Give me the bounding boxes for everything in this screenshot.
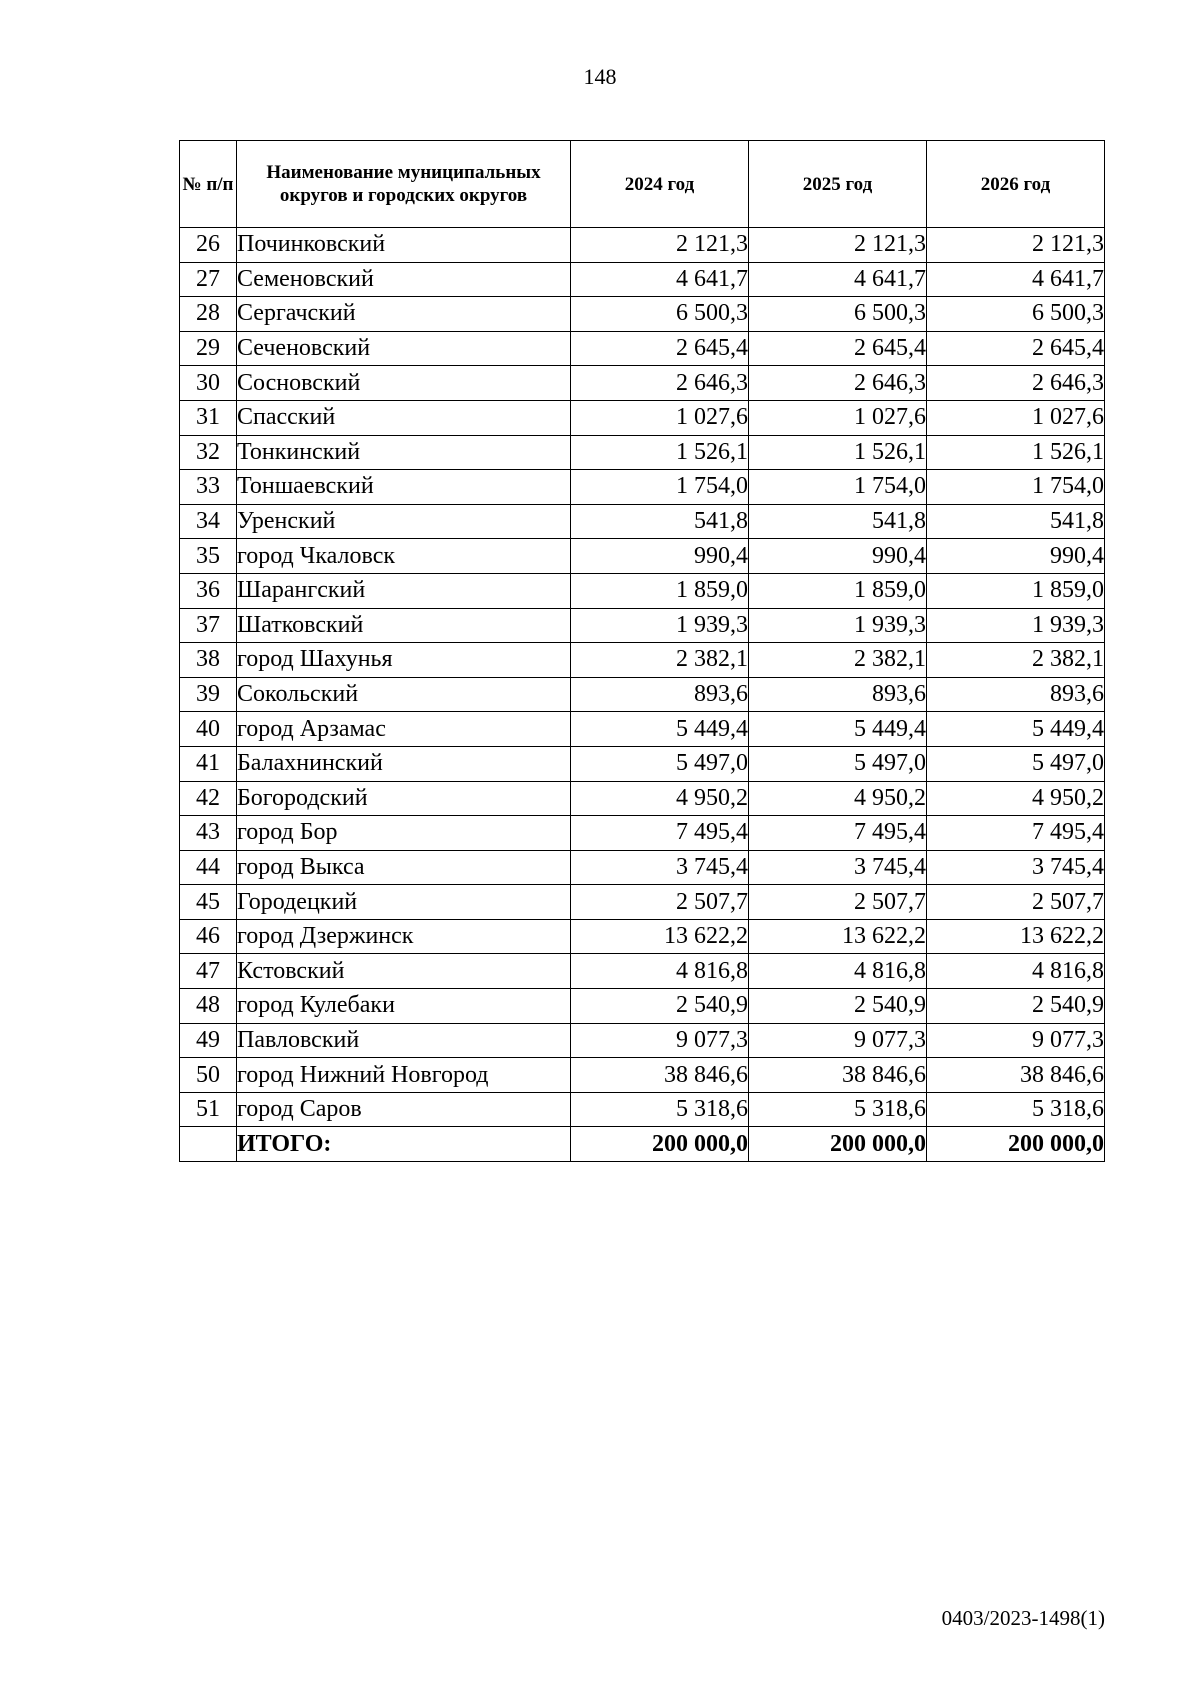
row-num: 40 (180, 712, 237, 747)
row-value-2026: 5 318,6 (927, 1092, 1105, 1127)
row-name: Тоншаевский (237, 470, 571, 505)
row-value-2025: 5 449,4 (749, 712, 927, 747)
row-value-2026: 7 495,4 (927, 816, 1105, 851)
row-value-2025: 1 754,0 (749, 470, 927, 505)
document-code: 0403/2023-1498(1) (941, 1606, 1105, 1630)
table-row (180, 573, 1105, 608)
row-num: 44 (180, 850, 237, 885)
row-value-2024: 1 859,0 (571, 573, 749, 608)
row-name: Спасский (237, 400, 571, 435)
table-row (180, 297, 1105, 332)
row-name: Починковский (237, 228, 571, 263)
row-name: город Чкаловск (237, 539, 571, 574)
total-2025: 200 000,0 (749, 1127, 927, 1162)
row-value-2026: 2 645,4 (927, 331, 1105, 366)
table-row (180, 712, 1105, 747)
row-value-2025: 1 027,6 (749, 400, 927, 435)
row-value-2024: 4 816,8 (571, 954, 749, 989)
row-value-2025: 4 950,2 (749, 781, 927, 816)
row-name: Уренский (237, 504, 571, 539)
total-num-cell (180, 1127, 237, 1162)
row-num: 33 (180, 470, 237, 505)
row-value-2025: 990,4 (749, 539, 927, 574)
row-name: Семеновский (237, 262, 571, 297)
row-value-2024: 7 495,4 (571, 816, 749, 851)
table-row (180, 504, 1105, 539)
table-row (180, 919, 1105, 954)
row-name: город Арзамас (237, 712, 571, 747)
row-value-2024: 541,8 (571, 504, 749, 539)
row-value-2025: 5 497,0 (749, 746, 927, 781)
row-name: Сеченовский (237, 331, 571, 366)
table-body (180, 228, 1105, 1127)
row-num: 48 (180, 989, 237, 1024)
table-row (180, 850, 1105, 885)
total-label: ИТОГО: (237, 1127, 571, 1162)
row-value-2026: 1 027,6 (927, 400, 1105, 435)
row-value-2024: 5 318,6 (571, 1092, 749, 1127)
row-value-2025: 2 121,3 (749, 228, 927, 263)
row-value-2024: 9 077,3 (571, 1023, 749, 1058)
row-value-2024: 2 540,9 (571, 989, 749, 1024)
row-num: 50 (180, 1058, 237, 1093)
row-name: город Нижний Новгород (237, 1058, 571, 1093)
row-value-2025: 2 382,1 (749, 643, 927, 678)
row-value-2025: 6 500,3 (749, 297, 927, 332)
row-name: Балахнинский (237, 746, 571, 781)
row-value-2025: 4 641,7 (749, 262, 927, 297)
row-value-2025: 4 816,8 (749, 954, 927, 989)
row-name: Шарангский (237, 573, 571, 608)
row-num: 30 (180, 366, 237, 401)
row-name: Кстовский (237, 954, 571, 989)
row-num: 31 (180, 400, 237, 435)
row-num: 43 (180, 816, 237, 851)
header-num: № п/п (180, 141, 237, 228)
row-value-2025: 1 526,1 (749, 435, 927, 470)
row-value-2025: 13 622,2 (749, 919, 927, 954)
row-value-2026: 5 449,4 (927, 712, 1105, 747)
row-value-2025: 893,6 (749, 677, 927, 712)
table-row (180, 366, 1105, 401)
row-name: Павловский (237, 1023, 571, 1058)
row-value-2025: 7 495,4 (749, 816, 927, 851)
row-value-2025: 2 507,7 (749, 885, 927, 920)
row-value-2024: 5 449,4 (571, 712, 749, 747)
row-value-2024: 1 027,6 (571, 400, 749, 435)
table-row (180, 470, 1105, 505)
table-row (180, 435, 1105, 470)
table-row (180, 228, 1105, 263)
row-value-2026: 9 077,3 (927, 1023, 1105, 1058)
row-num: 41 (180, 746, 237, 781)
row-value-2026: 541,8 (927, 504, 1105, 539)
row-name: Шатковский (237, 608, 571, 643)
page-number: 148 (583, 64, 617, 89)
row-value-2026: 2 646,3 (927, 366, 1105, 401)
row-value-2026: 6 500,3 (927, 297, 1105, 332)
table-row (180, 1023, 1105, 1058)
table-row (180, 816, 1105, 851)
row-num: 37 (180, 608, 237, 643)
row-name: Городецкий (237, 885, 571, 920)
row-value-2025: 541,8 (749, 504, 927, 539)
table-row (180, 885, 1105, 920)
row-value-2025: 9 077,3 (749, 1023, 927, 1058)
row-value-2024: 2 382,1 (571, 643, 749, 678)
table-row (180, 608, 1105, 643)
row-value-2024: 38 846,6 (571, 1058, 749, 1093)
row-value-2024: 1 754,0 (571, 470, 749, 505)
row-value-2026: 4 641,7 (927, 262, 1105, 297)
row-value-2025: 2 540,9 (749, 989, 927, 1024)
row-value-2026: 2 382,1 (927, 643, 1105, 678)
table-row (180, 954, 1105, 989)
row-value-2026: 13 622,2 (927, 919, 1105, 954)
row-value-2024: 2 645,4 (571, 331, 749, 366)
row-name: Сосновский (237, 366, 571, 401)
table-row (180, 677, 1105, 712)
row-num: 27 (180, 262, 237, 297)
row-num: 26 (180, 228, 237, 263)
row-value-2025: 1 939,3 (749, 608, 927, 643)
row-value-2024: 3 745,4 (571, 850, 749, 885)
row-value-2024: 5 497,0 (571, 746, 749, 781)
row-value-2024: 4 641,7 (571, 262, 749, 297)
row-value-2024: 6 500,3 (571, 297, 749, 332)
total-row (180, 1127, 1105, 1162)
row-name: Сергачский (237, 297, 571, 332)
row-value-2026: 1 859,0 (927, 573, 1105, 608)
row-value-2026: 1 939,3 (927, 608, 1105, 643)
row-value-2026: 893,6 (927, 677, 1105, 712)
row-value-2024: 2 646,3 (571, 366, 749, 401)
row-value-2026: 5 497,0 (927, 746, 1105, 781)
row-value-2025: 38 846,6 (749, 1058, 927, 1093)
table-row (180, 1058, 1105, 1093)
row-value-2025: 1 859,0 (749, 573, 927, 608)
row-num: 45 (180, 885, 237, 920)
row-name: Тонкинский (237, 435, 571, 470)
row-value-2024: 1 526,1 (571, 435, 749, 470)
row-value-2024: 2 507,7 (571, 885, 749, 920)
row-value-2026: 1 526,1 (927, 435, 1105, 470)
row-value-2026: 4 950,2 (927, 781, 1105, 816)
row-name: город Саров (237, 1092, 571, 1127)
row-num: 38 (180, 643, 237, 678)
header-name: Наименование муниципальных округов и городских округов (237, 141, 571, 228)
row-num: 36 (180, 573, 237, 608)
row-num: 28 (180, 297, 237, 332)
row-value-2026: 2 121,3 (927, 228, 1105, 263)
row-value-2025: 5 318,6 (749, 1092, 927, 1127)
row-value-2024: 1 939,3 (571, 608, 749, 643)
row-num: 47 (180, 954, 237, 989)
row-num: 35 (180, 539, 237, 574)
row-value-2026: 990,4 (927, 539, 1105, 574)
row-value-2026: 3 745,4 (927, 850, 1105, 885)
row-name: город Дзержинск (237, 919, 571, 954)
row-num: 32 (180, 435, 237, 470)
header-2026: 2026 год (927, 141, 1105, 228)
table-row (180, 989, 1105, 1024)
row-name: город Шахунья (237, 643, 571, 678)
table-row (180, 643, 1105, 678)
row-num: 46 (180, 919, 237, 954)
row-value-2025: 2 646,3 (749, 366, 927, 401)
row-num: 29 (180, 331, 237, 366)
table-row (180, 331, 1105, 366)
row-value-2026: 1 754,0 (927, 470, 1105, 505)
row-value-2024: 13 622,2 (571, 919, 749, 954)
table-row (180, 539, 1105, 574)
row-value-2026: 2 540,9 (927, 989, 1105, 1024)
table-header-row (180, 141, 1105, 228)
row-num: 49 (180, 1023, 237, 1058)
table-row (180, 262, 1105, 297)
allocation-table (179, 140, 1105, 1162)
row-value-2024: 4 950,2 (571, 781, 749, 816)
row-value-2024: 990,4 (571, 539, 749, 574)
row-num: 39 (180, 677, 237, 712)
row-value-2024: 893,6 (571, 677, 749, 712)
row-value-2026: 4 816,8 (927, 954, 1105, 989)
table-row (180, 1092, 1105, 1127)
row-name: город Кулебаки (237, 989, 571, 1024)
row-value-2026: 2 507,7 (927, 885, 1105, 920)
row-num: 51 (180, 1092, 237, 1127)
total-2026: 200 000,0 (927, 1127, 1105, 1162)
header-2024: 2024 год (571, 141, 749, 228)
table-row (180, 400, 1105, 435)
header-2025: 2025 год (749, 141, 927, 228)
row-num: 34 (180, 504, 237, 539)
row-num: 42 (180, 781, 237, 816)
table-row (180, 781, 1105, 816)
row-value-2024: 2 121,3 (571, 228, 749, 263)
row-name: город Выкса (237, 850, 571, 885)
row-name: Сокольский (237, 677, 571, 712)
row-name: Богородский (237, 781, 571, 816)
row-value-2025: 3 745,4 (749, 850, 927, 885)
table-row (180, 746, 1105, 781)
row-value-2025: 2 645,4 (749, 331, 927, 366)
row-name: город Бор (237, 816, 571, 851)
row-value-2026: 38 846,6 (927, 1058, 1105, 1093)
total-2024: 200 000,0 (571, 1127, 749, 1162)
